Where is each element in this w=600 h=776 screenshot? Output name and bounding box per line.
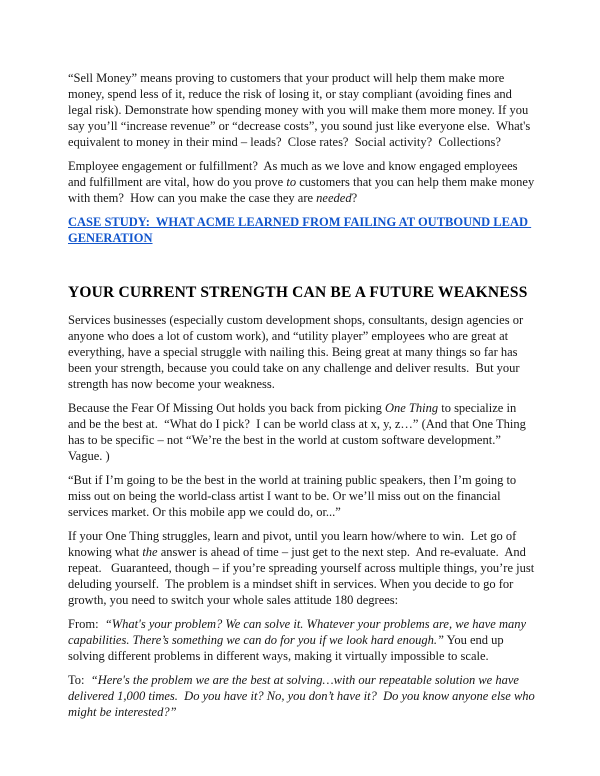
italic-text-run: One Thing xyxy=(384,401,439,415)
para-best-in-world-quote xyxy=(68,472,536,520)
text-run: “Sell Money” means proving to customers that your product will help them make more money, spend less of it, reduce the risk of losing it, or stay compliant (avoiding fines and legal risk). Demonstrate how spending money with you will make them more money. If you say you’ll “increase revenue” or “decrease costs”, you sound just like everyone else. What's equivalent to money in their mind – leads? Close rates? Social activity? Collections? xyxy=(68,71,534,149)
text-run: YOUR CURRENT STRENGTH CAN BE A FUTURE WEAKNESS xyxy=(68,284,528,301)
para-employee-engagement xyxy=(68,158,536,206)
text-run: To: xyxy=(68,673,91,687)
para-fear-of-missing-out xyxy=(68,400,536,464)
text-run: ? xyxy=(351,191,358,205)
para-to-pitch xyxy=(68,672,536,720)
text-run: CASE STUDY: WHAT ACME LEARNED FROM FAILING AT OUTBOUND LEAD GENERATION xyxy=(68,215,532,245)
text-run: “But if I’m going to be the best in the world at training public speakers, then I’m going to miss out on being the world-class artist I want to be. Or we’ll miss out on the financial services market. Or this mobile app we could do, or...” xyxy=(68,473,520,519)
text-run: If your One Thing struggles, learn and pivot, until you learn how/where to win. Let go of knowing what xyxy=(68,529,520,559)
italic-text-run: to xyxy=(286,175,297,189)
italic-text-run: “What's your problem? We can solve it. Whatever your problems are, we have many capabilities. There’s something we can do for you if we look hard enough.” xyxy=(68,617,530,647)
link-paragraph xyxy=(68,214,536,246)
italic-text-run: “Here's the problem we are the best at solving…with our repeatable solution we have delivered 1,000 times. Do you have it? No, you don’t have it? Do you know anyone else who might be interested?” xyxy=(68,673,538,719)
para-from-pitch xyxy=(68,616,536,664)
case-study-link[interactable] xyxy=(68,215,531,245)
para-sell-money xyxy=(68,70,536,150)
text-run: answer is ahead of time – just get to the next step. And re-evaluate. And repeat. Guaranteed, though – if you’re spreading yourself across multiple things, you’re just deluding yourself. The problem is a mindset shift in services. When you decide to go for growth, you need to switch your whole sales attitude 180 degrees: xyxy=(68,545,538,607)
para-services-businesses xyxy=(68,312,536,392)
text-run: You end up solving different problems in different ways, making it virtually impossible to scale. xyxy=(68,633,507,663)
heading-strength-weakness xyxy=(68,282,536,303)
text-run: Employee engagement or fulfillment? As much as we love and know engaged employees and fulfillment are vital, how do you prove xyxy=(68,159,521,189)
text-run: Services businesses (especially custom development shops, consultants, design agencies or anyone who does a lot of custom work), and “utility player” employees who are great at everything, have a special struggle with nailing this. Being great at many things so far has been your strength, because you could take on any challenge and deliver results. But your strength has now become your weakness. xyxy=(68,313,527,391)
text-run: From: xyxy=(68,617,105,631)
para-one-thing-struggles xyxy=(68,528,536,608)
text-run: Because the Fear Of Missing Out holds you back from picking xyxy=(68,401,385,415)
text-run: customers that you can help them make money with them? How can you make the case they are xyxy=(68,175,538,205)
italic-text-run: needed xyxy=(316,191,352,205)
italic-text-run: the xyxy=(142,545,158,559)
text-run: to specialize in and be the best at. “What do I pick? I can be world class at x, y, z…” (And that One Thing has to be specific – not “We’re the best in the world at custom software development.” Vague. ) xyxy=(68,401,529,463)
